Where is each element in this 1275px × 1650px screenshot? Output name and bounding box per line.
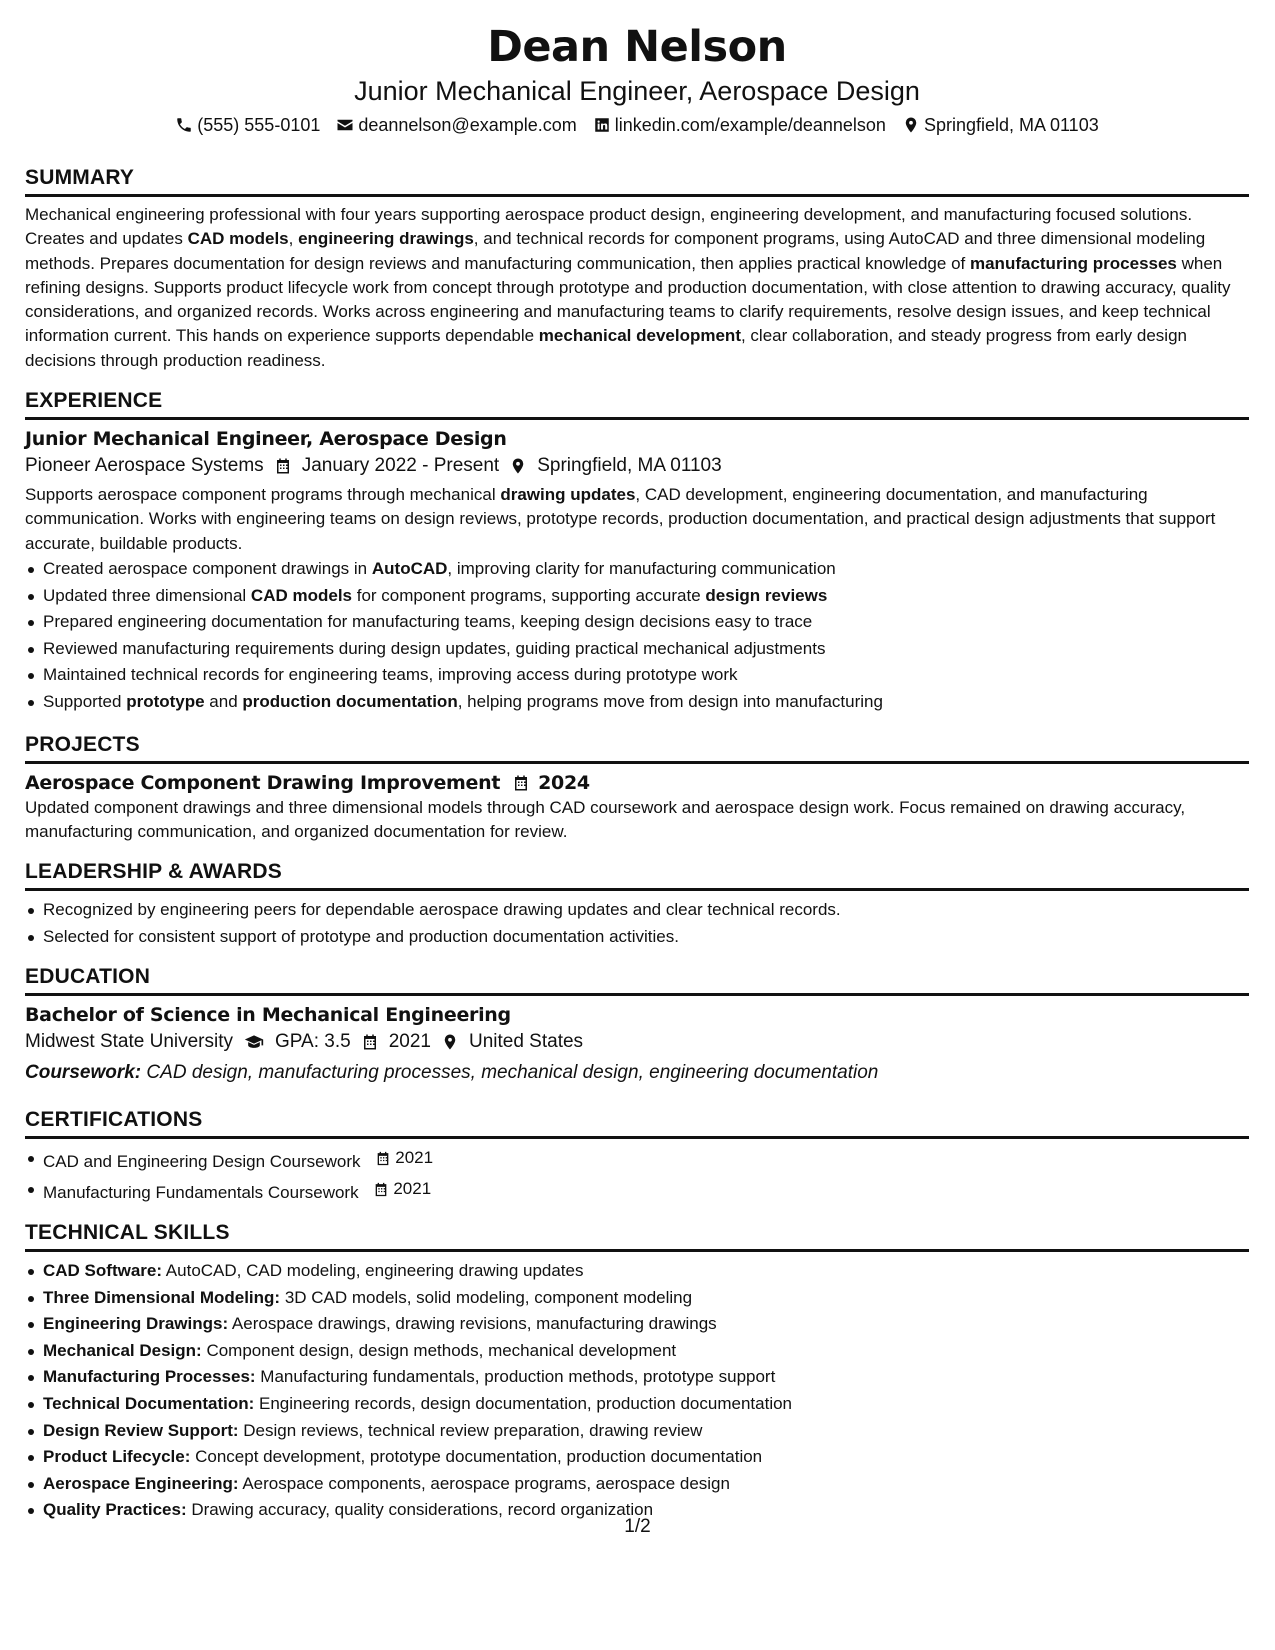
map-pin-icon <box>441 1032 459 1052</box>
list-item: Updated three dimensional CAD models for component programs, supporting accurate design reviews <box>43 583 1249 610</box>
project-title-row <box>25 770 1249 796</box>
leadership-section <box>25 859 1249 950</box>
list-item: Recognized by engineering peers for dependable aerospace drawing updates and clear technical records. <box>43 897 1249 924</box>
list-item: Created aerospace component drawings in AutoCAD, improving clarity for manufacturing communication <box>43 556 1249 583</box>
certifications-heading: CERTIFICATIONS <box>25 1107 1249 1139</box>
contact-linkedin[interactable] <box>593 112 886 138</box>
summary-heading: SUMMARY <box>25 165 1249 197</box>
contact-row <box>25 112 1249 138</box>
experience-section <box>25 388 1249 715</box>
summary-section <box>25 165 1249 373</box>
list-item: Three Dimensional Modeling: 3D CAD models, solid modeling, component modeling <box>43 1285 1249 1312</box>
email-text: deannelson@example.com <box>358 115 577 135</box>
job-dates: January 2022 - Present <box>301 455 500 477</box>
list-item: Selected for consistent support of prototype and production documentation activities. <box>43 924 1249 951</box>
list-item: CAD and Engineering Design Coursework 2021 <box>43 1145 1249 1175</box>
projects-heading: PROJECTS <box>25 732 1249 764</box>
job-title: Junior Mechanical Engineer, Aerospace Design <box>25 428 507 451</box>
calendar-icon <box>512 773 530 793</box>
envelope-icon <box>336 116 354 134</box>
education-location: United States <box>468 1031 584 1053</box>
leadership-heading: LEADERSHIP & AWARDS <box>25 859 1249 891</box>
skills-list <box>25 1258 1249 1524</box>
list-item: Technical Documentation: Engineering records, design documentation, production documentation <box>43 1391 1249 1418</box>
job-location: Springfield, MA 01103 <box>537 455 722 477</box>
company-name: Pioneer Aerospace Systems <box>25 455 264 477</box>
map-pin-icon <box>902 116 920 134</box>
education-meta <box>25 1028 1249 1056</box>
page-number: 1/2 <box>624 1516 651 1537</box>
calendar-icon <box>274 456 292 476</box>
list-item: Manufacturing Processes: Manufacturing fundamentals, production methods, prototype support <box>43 1364 1249 1391</box>
candidate-name: Dean Nelson <box>487 22 787 72</box>
candidate-headline: Junior Mechanical Engineer, Aerospace Design <box>354 76 920 106</box>
project-year: 2024 <box>538 771 590 794</box>
contact-email[interactable] <box>336 112 576 138</box>
list-item: Supported prototype and production documentation, helping programs move from design into manufacturing <box>43 689 1249 716</box>
list-item: Manufacturing Fundamentals Coursework 2021 <box>43 1176 1249 1206</box>
calendar-icon <box>373 1181 389 1198</box>
list-item: Prepared engineering documentation for manufacturing teams, keeping design decisions easy to trace <box>43 609 1249 636</box>
project-name: Aerospace Component Drawing Improvement <box>25 771 501 794</box>
school-name: Midwest State University <box>25 1031 234 1053</box>
gpa: GPA: 3.5 <box>275 1031 351 1053</box>
list-item: Aerospace Engineering: Aerospace components, aerospace programs, aerospace design <box>43 1471 1249 1498</box>
projects-section <box>25 732 1249 845</box>
skills-heading: TECHNICAL SKILLS <box>25 1220 1249 1252</box>
map-pin-icon <box>509 456 527 476</box>
linkedin-icon <box>593 116 611 134</box>
list-item: Design Review Support: Design reviews, technical review preparation, drawing review <box>43 1418 1249 1445</box>
certifications-list <box>25 1145 1249 1206</box>
education-section <box>25 964 1249 1087</box>
location-text: Springfield, MA 01103 <box>923 115 1099 135</box>
job-meta <box>25 452 1249 480</box>
degree-title: Bachelor of Science in Mechanical Engineering <box>25 1004 511 1027</box>
graduation-cap-icon <box>243 1032 265 1052</box>
graduation-year: 2021 <box>388 1031 431 1053</box>
leadership-list <box>25 897 1249 950</box>
summary-text: Mechanical engineering professional with four years supporting aerospace product design, engineering development, and manufacturing focused solutions. Creates and updates CAD models, engineering drawings, and technical records for component programs, using AutoCAD and three dimensional modeling methods. Prepares documentation for design reviews and manufacturing communication, then applies practical knowledge of manufacturing processes when refining designs. Supports product lifecycle work from concept through prototype and production documentation, with close attention to drawing accuracy, quality considerations, and organized records. Works across engineering and manufacturing teams to clarify requirements, resolve design issues, and keep technical information current. This hands on experience supports dependable mechanical development, clear collaboration, and steady progress from early design decisions through production readiness. <box>25 205 1231 370</box>
list-item: Product Lifecycle: Concept development, prototype documentation, production documentation <box>43 1444 1249 1471</box>
calendar-icon <box>361 1032 379 1052</box>
experience-heading: EXPERIENCE <box>25 388 1249 420</box>
contact-phone[interactable] <box>175 112 320 138</box>
list-item: Maintained technical records for engineering teams, improving access during prototype work <box>43 662 1249 689</box>
job-bullets <box>25 556 1249 716</box>
list-item: Engineering Drawings: Aerospace drawings, drawing revisions, manufacturing drawings <box>43 1311 1249 1338</box>
coursework: Coursework: CAD design, manufacturing processes, mechanical design, engineering documentation <box>25 1062 879 1084</box>
project-description: Updated component drawings and three dimensional models through CAD coursework and aerospace design work. Focus remained on drawing accuracy, manufacturing communication, and organized documentation for review. <box>25 797 1186 841</box>
job-description: Supports aerospace component programs through mechanical drawing updates, CAD development, engineering documentation, and manufacturing communication. Works with engineering teams on design reviews, prototype records, production documentation, and practical design adjustments that support accurate, buildable products. <box>25 485 1216 553</box>
calendar-icon <box>375 1150 391 1167</box>
list-item: CAD Software: AutoCAD, CAD modeling, engineering drawing updates <box>43 1258 1249 1285</box>
resume-page <box>25 20 1249 1524</box>
list-item: Reviewed manufacturing requirements during design updates, guiding practical mechanical adjustments <box>43 636 1249 663</box>
linkedin-text: linkedin.com/example/deannelson <box>614 115 886 135</box>
phone-text: (555) 555-0101 <box>197 115 321 135</box>
list-item: Quality Practices: Drawing accuracy, quality considerations, record organization <box>43 1497 1249 1524</box>
contact-location <box>902 112 1099 138</box>
skills-section <box>25 1220 1249 1524</box>
certifications-section <box>25 1107 1249 1206</box>
education-heading: EDUCATION <box>25 964 1249 996</box>
phone-icon <box>175 116 193 134</box>
list-item: Mechanical Design: Component design, design methods, mechanical development <box>43 1338 1249 1365</box>
